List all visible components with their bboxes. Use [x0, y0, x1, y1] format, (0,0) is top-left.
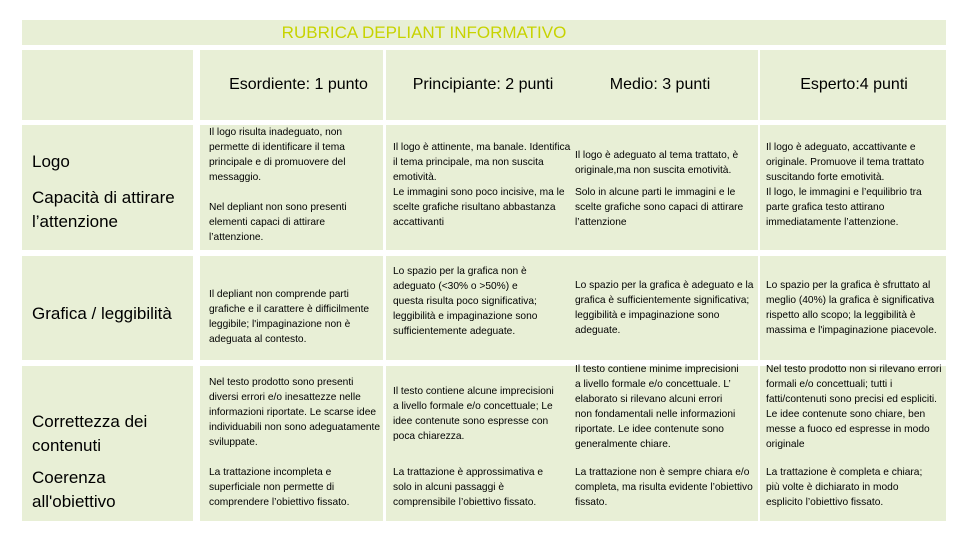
- cell-grafica-esordiente: Il depliant non comprende parti grafiche e il carattere è difficilmente leggibile; l'impaginazione non è adeguata al contesto.: [209, 289, 370, 345]
- row-label-coerenza: Coerenza all'obiettivo: [32, 468, 116, 511]
- cell-attenzione-esordiente: Nel depliant non sono presenti elementi capaci di attirare l’attenzione.: [209, 202, 347, 243]
- row-label-logo: Logo: [32, 152, 70, 171]
- cell-logo-esordiente: Il logo risulta inadeguato, non permette di identificare il tema principale e di promuovere del messaggio.: [209, 127, 346, 183]
- row-label-grafica: Grafica / leggibilità: [32, 304, 172, 323]
- header-corner: [22, 50, 193, 120]
- cell-grafica-esperto: Lo spazio per la grafica è sfruttato al meglio (40%) la grafica è significativa rispetto allo scopo; la leggibilità è massima e l'impaginazione piacevole.: [766, 280, 937, 336]
- cell-logo-principiante: Il logo è attinente, ma banale. Identifica il tema principale, ma non suscita emotività.: [393, 142, 571, 183]
- row-label-attenzione: Capacità di attirare l’attenzione: [32, 188, 175, 231]
- cell-attenzione-esperto: Il logo, le immagini e l’equilibrio tra parte grafica testo attirano immediatamente l’attenzione.: [766, 187, 922, 228]
- row-label-correttezza: Correttezza dei contenuti: [32, 412, 148, 455]
- cell-grafica-principiante: Lo spazio per la grafica non è adeguato (<30% o >50%) e questa risulta poco significativa; leggibilità e impaginazione sono sufficientemente adeguate.: [393, 266, 538, 337]
- cell-grafica-medio: Lo spazio per la grafica è adeguato e la grafica è sufficientemente significativa; leggibilità e impaginazione sono adeguate.: [575, 280, 754, 336]
- cell-coerenza-esperto: La trattazione è completa e chiara; più volte è dichiarato in modo esplicito l’obiettivo fissato.: [766, 467, 923, 508]
- cell-logo-medio: Il logo è adeguato al tema trattato, è originale,ma non suscita emotività.: [575, 150, 739, 176]
- cell-correttezza-principiante: Il testo contiene alcune imprecisioni a livello formale e/o concettuale; Le idee contenute sono espresse con poca chiarezza.: [393, 386, 554, 442]
- cell-attenzione-principiante: Le immagini sono poco incisive, ma le scelte grafiche risultano abbastanza accattivanti: [393, 187, 565, 228]
- cell-correttezza-esordiente: Nel testo prodotto sono presenti diversi errori e/o inesattezze nelle informazioni riportate. Le scarse idee individuabili non sono adeguatamente sviluppate.: [209, 377, 381, 448]
- page-title: RUBRICA DEPLIANT INFORMATIVO: [281, 23, 567, 42]
- column-header-esperto: Esperto:4 punti: [800, 76, 908, 93]
- column-header-principiante: Principiante: 2 punti: [412, 76, 554, 93]
- cell-coerenza-principiante: La trattazione è approssimativa e solo in alcuni passaggi è comprensibile l’obiettivo fissato.: [393, 467, 544, 508]
- column-header-esordiente: Esordiente: 1 punto: [229, 76, 368, 93]
- cell-logo-esperto: Il logo è adeguato, accattivante e originale. Promuove il tema trattato suscitando forte emotività.: [766, 142, 924, 183]
- cell-coerenza-esordiente: La trattazione incompleta e superficiale non permette di comprendere l’obiettivo fissato.: [209, 467, 350, 508]
- column-header-medio: Medio: 3 punti: [609, 76, 711, 93]
- cell-attenzione-medio: Solo in alcune parti le immagini e le scelte grafiche sono capaci di attirare l’attenzione: [575, 187, 744, 228]
- cell-correttezza-esperto: Nel testo prodotto non si rilevano errori formali e/o concettuali; tutti i fatti/contenuti sono precisi ed espliciti. Le idee contenute sono chiare, ben messe a fuoco ed espresse in modo originale: [766, 364, 942, 450]
- cell-correttezza-medio: Il testo contiene minime imprecisioni a livello formale e/o concettuale. L’ elaborato si rilevano alcuni errori non fondamentali nelle informazioni riportate. Le idee contenute sono generalmente chiare.: [575, 364, 739, 450]
- cell-coerenza-medio: La trattazione non è sempre chiara e/o completa, ma risulta evidente l’obiettivo fissato.: [575, 467, 753, 508]
